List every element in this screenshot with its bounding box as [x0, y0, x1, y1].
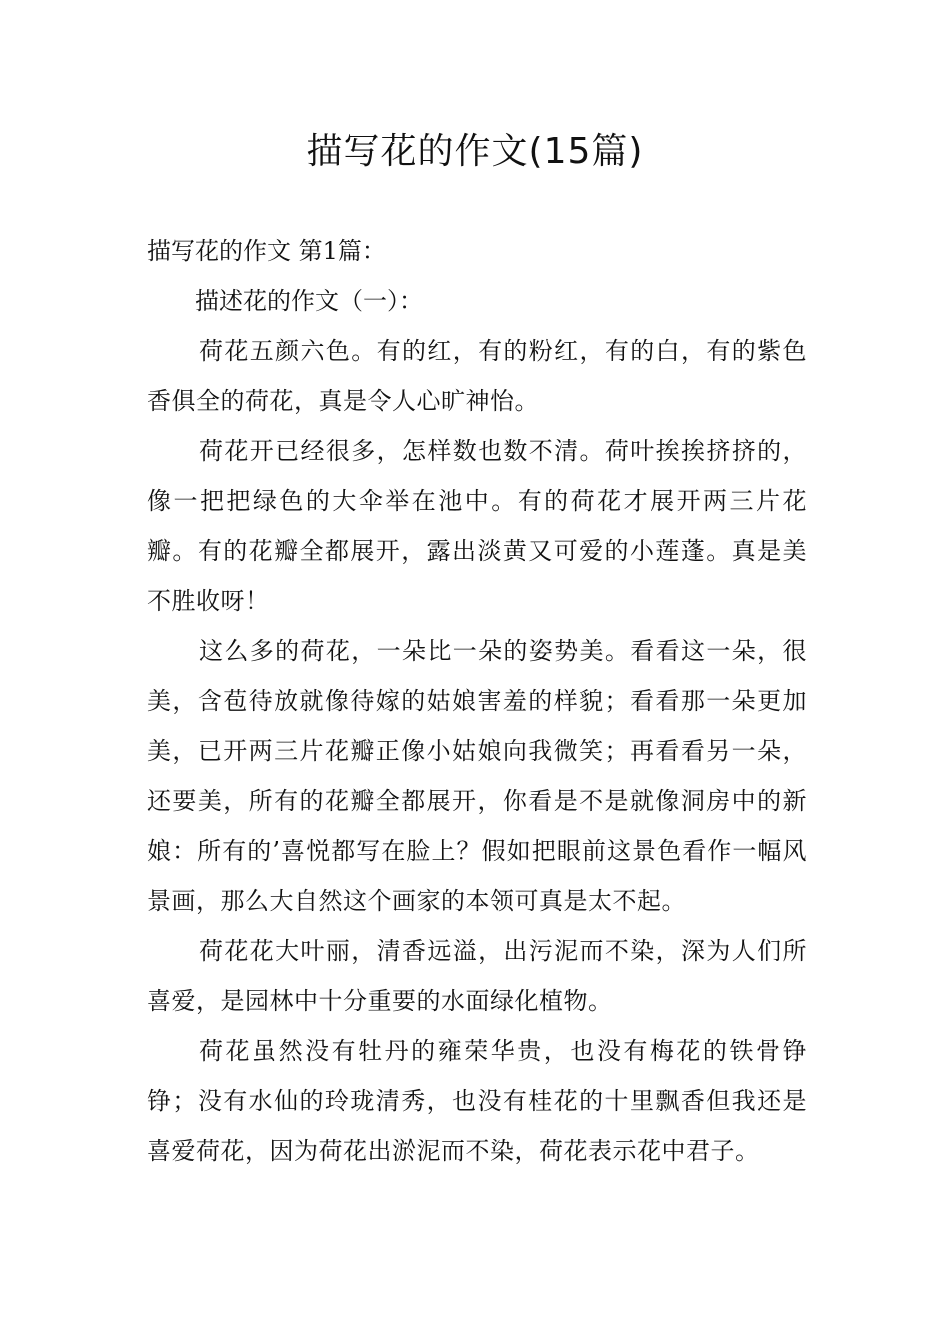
document-body	[147, 226, 807, 1176]
paragraph-2: 荷花开已经很多，怎样数也数不清。荷叶挨挨挤挤的，像一把把绿色的大伞举在池中。有的荷花才展开两三片花瓣。有的花瓣全都展开，露出淡黄又可爱的小莲蓬。真是美不胜收呀！	[147, 437, 807, 615]
section-heading: 描写花的作文 第1篇：	[147, 237, 386, 265]
paragraph-5: 荷花虽然没有牡丹的雍荣华贵，也没有梅花的铁骨铮铮；没有水仙的玲珑清秀，也没有桂花的十里飘香但我还是喜爱荷花，因为荷花出淤泥而不染，荷花表示花中君子。	[147, 1037, 807, 1165]
paragraph-3: 这么多的荷花，一朵比一朵的姿势美。看看这一朵，很美，含苞待放就像待嫁的姑娘害羞的样貌；看看那一朵更加美，已开两三片花瓣正像小姑娘向我微笑；再看看另一朵，还要美，所有的花瓣全都展开，你看是不是就像洞房中的新娘：所有的’喜悦都写在脸上？假如把眼前这景色看作一幅风景画，那么大自然这个画家的本领可真是太不起。	[147, 637, 807, 915]
sub-heading: 描述花的作文（一）：	[195, 287, 423, 315]
paragraph-1: 荷花五颜六色。有的红，有的粉红，有的白，有的紫色香俱全的荷花，真是令人心旷神怡。	[147, 337, 807, 415]
document-title: 描写花的作文(15篇)	[306, 131, 644, 172]
paragraph-4: 荷花花大叶丽，清香远溢，出污泥而不染，深为人们所喜爱，是园林中十分重要的水面绿化植物。	[147, 937, 807, 1015]
